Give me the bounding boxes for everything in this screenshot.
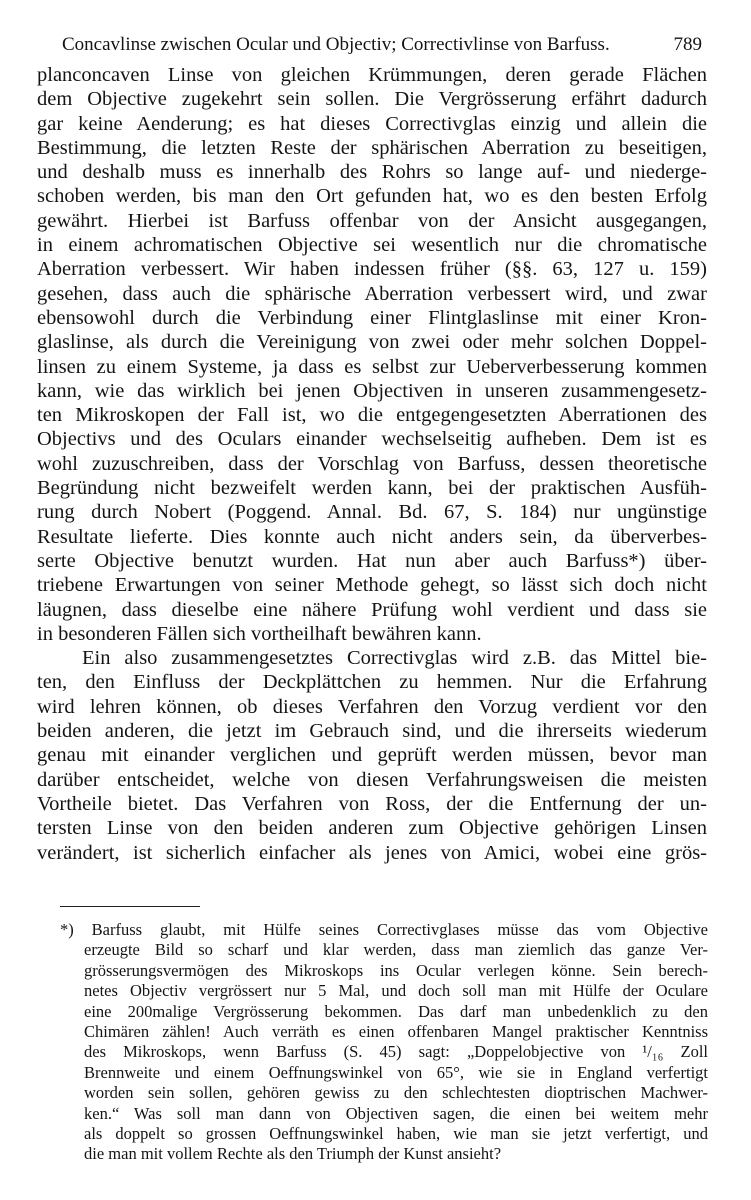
footnote-line: als doppelt so grossen Oeffnungswinkel haben, wie man sie jetzt verfertigt, und <box>84 1123 708 1143</box>
footnote-line: grösserungsvermögen des Mikroskops ins Ocular verlegen könne. Sein berech- <box>84 960 708 980</box>
text-line: wird lehren können, ob dieses Verfahren den Vorzug verdient vor den <box>37 695 707 718</box>
footnote <box>60 920 708 1165</box>
text-line: beiden anderen, die jetzt im Gebrauch sind, und die ihrerseits wiederum <box>37 720 707 743</box>
footnote-line: erzeugte Bild so scharf und klar werden, dass man ziemlich das ganze Ver- <box>84 940 708 960</box>
page-number: 789 <box>673 34 702 55</box>
text-line: in einem achromatischen Objective sei wesentlich nur die chromatische <box>37 234 707 257</box>
text-line: ten Mikroskopen der Fall ist, wo die entgegengesetzten Aberrationen des <box>37 404 707 427</box>
footnote-separator <box>60 906 200 907</box>
text-line: Resultate lieferte. Dies konnte auch nicht anders sein, da überverbes- <box>37 525 707 548</box>
text-line: triebene Erwartungen von seiner Methode gehegt, so lässt sich doch nicht <box>37 574 707 597</box>
running-head-title: Concavlinse zwischen Ocular und Objectiv; Correctivlinse von Barfuss. <box>62 34 610 55</box>
text-line: glaslinse, als durch die Vereinigung von zwei oder mehr solchen Doppel- <box>37 331 707 354</box>
text-line: gar keine Aenderung; es hat dieses Correctivglas einzig und allein die <box>37 112 707 135</box>
text-line: Aberration verbessert. Wir haben indessen früher (§§. 63, 127 u. 159) <box>37 258 707 281</box>
paragraph-first-line: Ein also zusammengesetztes Correctivglas wird z.B. das Mittel bie- <box>82 647 707 670</box>
text-line: kann, wie das wirklich bei jenen Objectiven in unseren zusammengesetz- <box>37 379 707 402</box>
running-head <box>62 33 702 57</box>
text-line: verändert, ist sicherlich einfacher als jenes von Amici, wobei eine grös- <box>37 841 707 864</box>
footnote-line: netes Objectiv vergrössert nur 5 Mal, und doch soll man mit Hülfe der Oculare <box>84 981 708 1001</box>
text-line: serte Objective benutzt wurden. Hat nun aber auch Barfuss*) über- <box>37 549 707 572</box>
footnote-line: eine 200malige Vergrösserung bekommen. Das darf man unbedenklich zu den <box>84 1001 708 1021</box>
text-line: dem Objective zugekehrt sein sollen. Die Vergrösserung erfährt dadurch <box>37 88 707 111</box>
footnote-line: Brennweite und einem Oeffnungswinkel von 65°, wie sie in England verfertigt <box>84 1062 708 1082</box>
text-line: läugnen, dass dieselbe eine nähere Prüfung wohl verdient und dass sie <box>37 598 707 621</box>
text-line: ebensowohl durch die Verbindung einer Flintglaslinse mit einer Kron- <box>37 306 707 329</box>
footnote-line: *) Barfuss glaubt, mit Hülfe seines Correctivglases müsse das vom Objective <box>60 920 708 939</box>
text-line: gewährt. Hierbei ist Barfuss offenbar von der Ansicht ausgegangen, <box>37 209 707 232</box>
paragraph-last-line: in besonderen Fällen sich vortheilhaft bewähren kann. <box>37 622 482 645</box>
text-line: gesehen, dass auch die sphärische Aberration verbessert wird, und zwar <box>37 282 707 305</box>
text-line: und deshalb muss es innerhalb des Rohrs so lange auf- und niederge- <box>37 161 707 184</box>
text-line: Vortheile bietet. Das Verfahren von Ross, der die Entfernung der un- <box>37 792 707 815</box>
text-line: rung durch Nobert (Poggend. Annal. Bd. 67, S. 184) nur ungünstige <box>37 501 707 524</box>
text-line: darüber entscheidet, welche von diesen Verfahrungsweisen die meisten <box>37 768 707 791</box>
footnote-line: ken.“ Was soll man dann von Objectiven sagen, die einen bei weitem mehr <box>84 1103 708 1123</box>
text-line: Objectivs und des Oculars einander wechselseitig aufheben. Dem ist es <box>37 428 707 451</box>
text-line: tersten Linse von den beiden anderen zum Objective gehörigen Linsen <box>37 817 707 840</box>
footnote-line: worden sein sollen, gehören gewiss zu den schlechtesten dioptrischen Machwer- <box>84 1083 708 1103</box>
text-line: ten, den Einfluss der Deckplättchen zu hemmen. Nur die Erfahrung <box>37 671 707 694</box>
text-line: schoben werden, bis man den Ort gefunden hat, wo es den besten Erfolg <box>37 185 707 208</box>
footnote-line: Chimären zählen! Auch verräth es einen offenbaren Mangel praktischer Kenntniss <box>84 1021 708 1041</box>
text-line: Bestimmung, die letzten Reste der sphärischen Aberration zu beseitigen, <box>37 136 707 159</box>
body-text <box>37 63 707 865</box>
text-line: linsen zu einem Systeme, ja dass es selbst zur Ueberverbesserung kommen <box>37 355 707 378</box>
text-line: planconcaven Linse von gleichen Krümmungen, deren gerade Flächen <box>37 64 707 86</box>
footnote-line: des Mikroskops, wenn Barfuss (S. 45) sagt: „Doppelobjective von ¹/₁₆ Zoll <box>84 1042 708 1062</box>
text-line: wohl zuzuschreiben, dass der Vorschlag von Barfuss, dessen theoretische <box>37 452 707 475</box>
text-line: Begründung nicht bezweifelt werden kann, bei der praktischen Ausfüh- <box>37 477 707 500</box>
text-line: genau mit einander verglichen und geprüft werden müssen, bevor man <box>37 744 707 767</box>
footnote-line: die man mit vollem Rechte als den Triumph der Kunst ansieht? <box>84 1144 502 1164</box>
